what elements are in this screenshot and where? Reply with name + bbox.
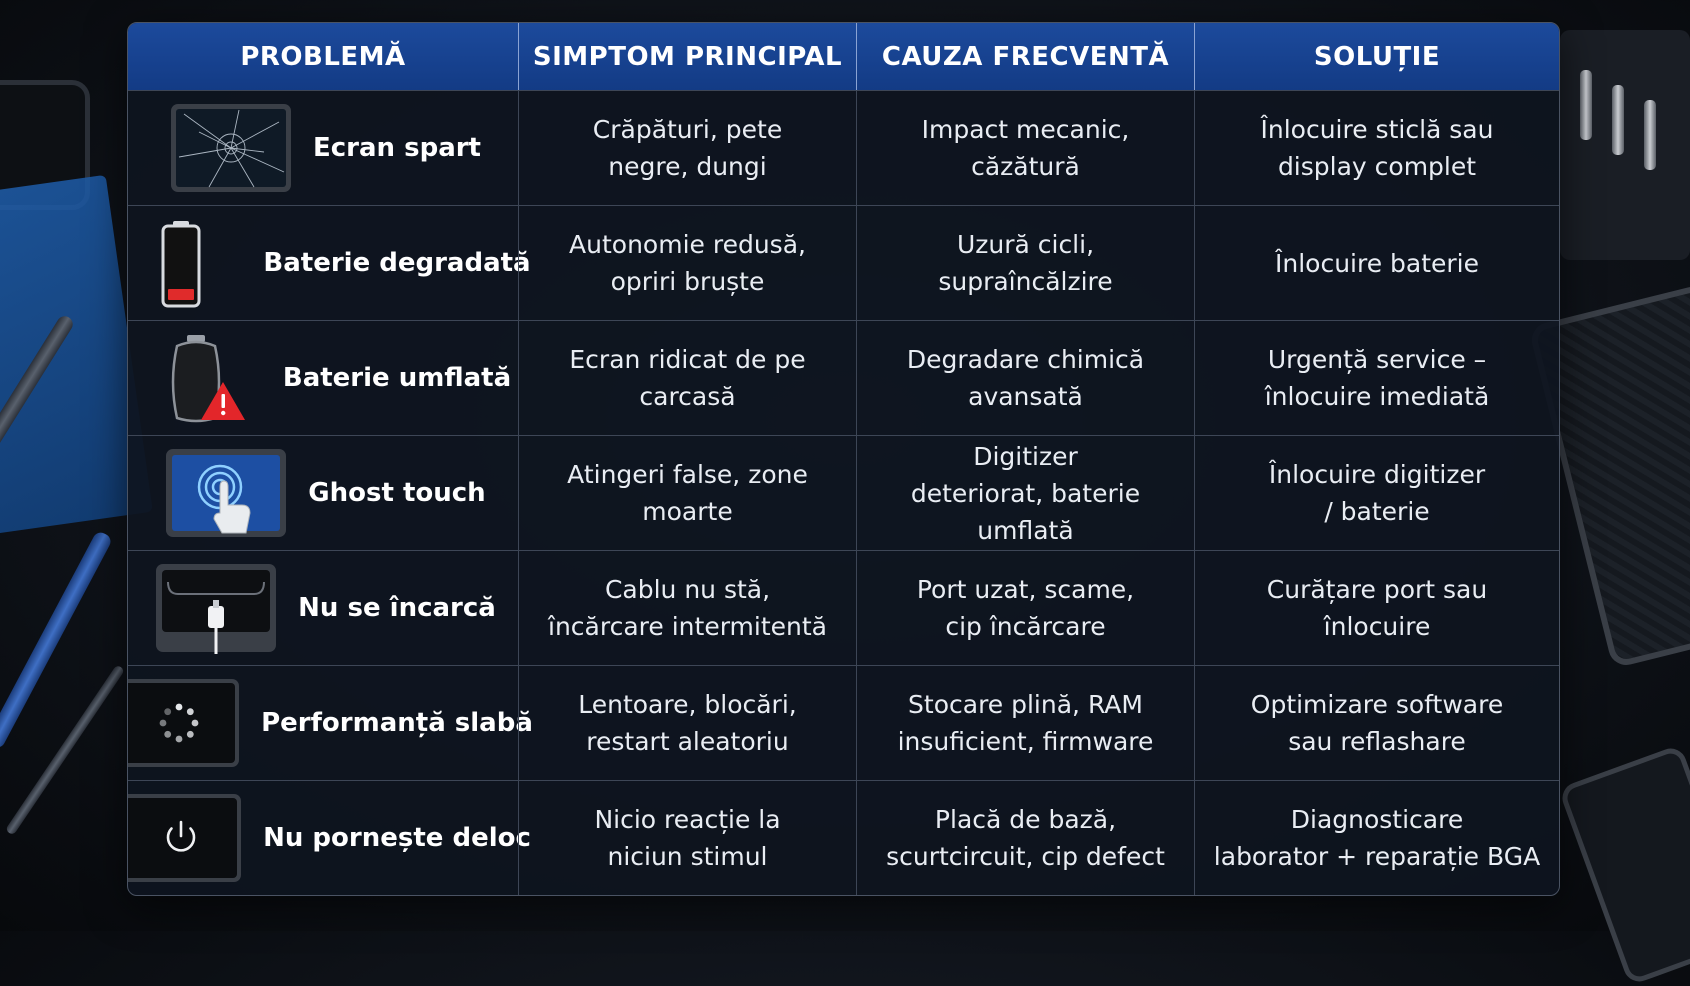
loading-spinner-icon: [127, 677, 241, 769]
problem-label: Baterie umflată: [282, 362, 512, 393]
background-screwdriver: [0, 530, 113, 750]
touch-screen-icon: [164, 447, 288, 539]
symptom-cell: Atingeri false, zone moarte: [518, 436, 856, 550]
solution-cell: Curățare port sau înlocuire: [1194, 551, 1559, 665]
low-battery-icon: [127, 217, 243, 309]
problem-cell: [128, 551, 518, 665]
problem-label: Performanță slabă: [261, 707, 533, 738]
problem-cell: [128, 436, 518, 550]
problem-label: Nu se încarcă: [298, 592, 496, 623]
problem-cell: [128, 91, 518, 205]
symptom-cell: Lentoare, blocări, restart aleatoriu: [518, 666, 856, 780]
problem-cell: [128, 666, 533, 780]
table-row: [128, 90, 1559, 205]
background-bit: [1580, 70, 1592, 140]
charging-cable-icon: [154, 562, 278, 654]
symptom-cell: Autonomie redusă, opriri bruște: [518, 206, 856, 320]
swollen-battery-warning-icon: [139, 332, 263, 424]
background-bit-holder: [1560, 30, 1690, 260]
background-bit: [1644, 100, 1656, 170]
cause-cell: Stocare plină, RAM insuficient, firmware: [856, 666, 1194, 780]
power-icon: [127, 792, 243, 884]
problem-label: Ghost touch: [308, 477, 486, 508]
solution-cell: Înlocuire digitizer / baterie: [1194, 436, 1559, 550]
header-cause: CAUZA FRECVENTĂ: [856, 23, 1194, 90]
background-bit: [1612, 85, 1624, 155]
cause-cell: Degradare chimică avansată: [856, 321, 1194, 435]
problem-label: Baterie degradată: [263, 247, 531, 278]
table-row: [128, 435, 1559, 550]
troubleshooting-table: [127, 22, 1560, 896]
problem-label: Ecran spart: [313, 132, 481, 163]
problem-label: Nu pornește deloc: [263, 822, 531, 853]
symptom-cell: Crăpături, pete negre, dungi: [518, 91, 856, 205]
header-problem: PROBLEMĂ: [240, 41, 406, 72]
table-row: [128, 780, 1559, 895]
background-phone: [1558, 744, 1690, 986]
problem-cell: [128, 781, 531, 895]
solution-cell: Înlocuire baterie: [1194, 206, 1559, 320]
cause-cell: Port uzat, scame, cip încărcare: [856, 551, 1194, 665]
cause-cell: Impact mecanic, căzătură: [856, 91, 1194, 205]
header-symptom: SIMPTOM PRINCIPAL: [518, 23, 856, 90]
cause-cell: Digitizer deteriorat, baterie umflată: [856, 436, 1194, 550]
table-row: [128, 320, 1559, 435]
problem-cell: [128, 321, 518, 435]
table-header: [128, 23, 1559, 90]
table-row: [128, 205, 1559, 320]
table-row: [128, 665, 1559, 780]
cracked-screen-icon: [169, 102, 293, 194]
symptom-cell: Nicio reacție la niciun stimul: [518, 781, 856, 895]
solution-cell: Urgență service – înlocuire imediată: [1194, 321, 1559, 435]
solution-cell: Optimizare software sau reflashare: [1194, 666, 1559, 780]
symptom-cell: Ecran ridicat de pe carcasă: [518, 321, 856, 435]
symptom-cell: Cablu nu stă, încărcare intermitentă: [518, 551, 856, 665]
header-solution: SOLUȚIE: [1194, 23, 1559, 90]
solution-cell: Diagnosticare laborator + reparație BGA: [1194, 781, 1559, 895]
problem-cell: [128, 206, 531, 320]
cause-cell: Placă de bază, scurtcircuit, cip defect: [856, 781, 1194, 895]
cause-cell: Uzură cicli, supraîncălzire: [856, 206, 1194, 320]
table-row: [128, 550, 1559, 665]
solution-cell: Înlocuire sticlă sau display complet: [1194, 91, 1559, 205]
